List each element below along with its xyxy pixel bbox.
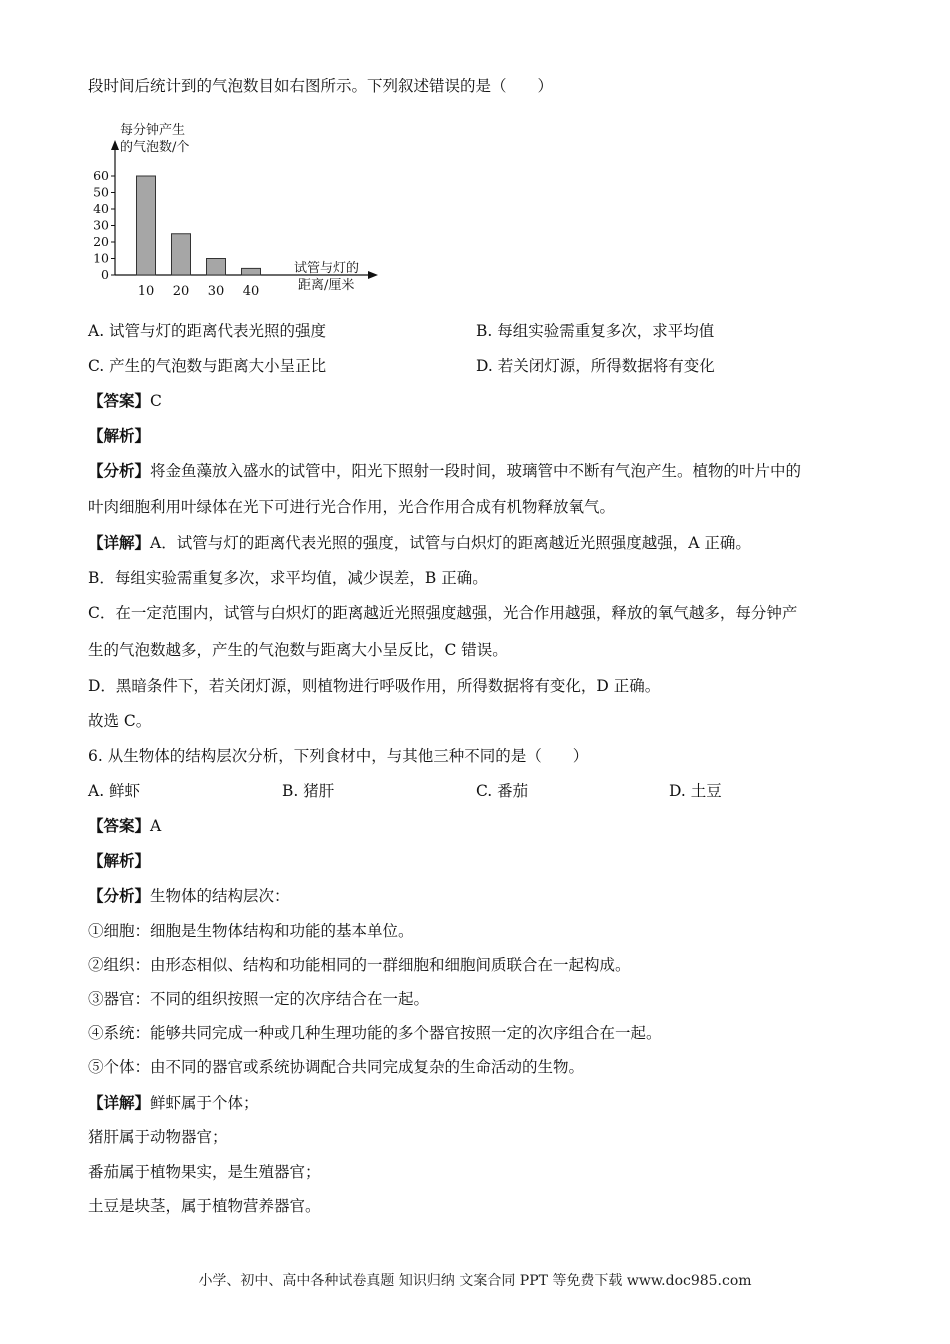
bar-10 bbox=[137, 176, 156, 275]
q5-fenxi-line1 bbox=[88, 461, 801, 481]
q6-option-a: A. 鲜虾 bbox=[88, 782, 141, 800]
q5-detail-b: B．每组实验需重复多次，求平均值，减少误差，B 正确。 bbox=[88, 569, 488, 587]
answer-value: C bbox=[150, 392, 162, 410]
y-tick-label: 20 bbox=[93, 234, 109, 249]
xiangjie-tag: 【详解】 bbox=[88, 533, 151, 552]
x-tick-label: 30 bbox=[207, 284, 225, 299]
q5-answer bbox=[88, 391, 162, 411]
q5-option-c: C. 产生的气泡数与距离大小呈正比 bbox=[88, 357, 327, 375]
x-tick-label: 10 bbox=[137, 284, 155, 299]
y-axis-label-line2: 的气泡数/个 bbox=[120, 140, 190, 155]
q6-option-d: D. 土豆 bbox=[669, 782, 722, 800]
q6-detail-3: 番茄属于植物果实，是生殖器官； bbox=[88, 1163, 321, 1181]
xiangjie-tag: 【详解】 bbox=[88, 1093, 151, 1112]
x-tick-label: 20 bbox=[172, 284, 190, 299]
y-tick-label: 10 bbox=[93, 250, 109, 266]
q6-detail-2: 猪肝属于动物器官； bbox=[88, 1128, 228, 1146]
y-axis-label-line1: 每分钟产生 bbox=[120, 123, 186, 138]
detail-1-text: 鲜虾属于个体； bbox=[150, 1094, 259, 1112]
q5-analysis-tag: 【解析】 bbox=[88, 426, 151, 445]
q5-option-b: B. 每组实验需重复多次，求平均值 bbox=[476, 322, 715, 340]
q6-analysis-tag: 【解析】 bbox=[88, 851, 151, 870]
bubble-count-bar-chart bbox=[88, 110, 388, 300]
y-axis-arrow bbox=[111, 140, 119, 150]
fenxi-tag: 【分析】 bbox=[88, 886, 151, 905]
page-footer: 小学、初中、高中各种试卷真题 知识归纳 文案合同 PPT 等免费下载 www.doc985.com bbox=[198, 1273, 752, 1289]
x-axis-label-line2: 距离/厘米 bbox=[298, 278, 355, 293]
q6-detail-4: 土豆是块茎，属于植物营养器官。 bbox=[88, 1197, 321, 1215]
fenxi-text: 生物体的结构层次： bbox=[150, 887, 290, 905]
level-organ: ③器官：不同的组织按照一定的次序结合在一起。 bbox=[88, 990, 430, 1008]
q5-conclusion: 故选 C。 bbox=[88, 712, 152, 730]
answer-value: A bbox=[150, 817, 162, 835]
q6-fenxi bbox=[88, 886, 290, 906]
q5-option-d: D. 若关闭灯源，所得数据将有变化 bbox=[476, 357, 715, 375]
q6-answer bbox=[88, 816, 161, 836]
q5-detail-c2: 生的气泡数越多，产生的气泡数与距离大小呈反比，C 错误。 bbox=[88, 641, 508, 659]
y-tick-label: 40 bbox=[93, 201, 109, 216]
q5-detail-c1: C．在一定范围内，试管与白炽灯的距离越近光照强度越强，光合作用越强，释放的氧气越多，每分钟产 bbox=[88, 604, 798, 622]
bar-20 bbox=[172, 234, 191, 275]
y-tick-label: 60 bbox=[93, 168, 109, 183]
answer-tag: 【答案】 bbox=[88, 391, 151, 410]
level-system: ④系统：能够共同完成一种或几种生理功能的多个器官按照一定的次序组合在一起。 bbox=[88, 1024, 662, 1042]
y-tick-label: 0 bbox=[101, 267, 109, 282]
question-5-stem: 段时间后统计到的气泡数目如右图所示。下列叙述错误的是（ ） bbox=[88, 77, 554, 95]
x-axis-arrow bbox=[368, 271, 378, 279]
fenxi-text: 将金鱼藻放入盛水的试管中，阳光下照射一段时间，玻璃管中不断有气泡产生。植物的叶片中的 bbox=[150, 462, 802, 480]
q5-option-a: A. 试管与灯的距离代表光照的强度 bbox=[88, 322, 327, 340]
y-tick-label: 30 bbox=[93, 217, 109, 233]
detail-a-text: A．试管与灯的距离代表光照的强度，试管与白炽灯的距离越近光照强度越强，A 正确。 bbox=[150, 534, 751, 552]
level-cell: ①细胞：细胞是生物体结构和功能的基本单位。 bbox=[88, 922, 414, 940]
x-axis-label-line1: 试管与灯的 bbox=[294, 261, 360, 276]
fenxi-tag: 【分析】 bbox=[88, 461, 151, 480]
q6-option-b: B. 猪肝 bbox=[282, 782, 335, 800]
q5-detail-a bbox=[88, 533, 751, 553]
level-tissue: ②组织：由形态相似、结构和功能相同的一群细胞和细胞间质联合在一起构成。 bbox=[88, 956, 631, 974]
bar-30 bbox=[207, 259, 226, 276]
bar-40 bbox=[242, 268, 261, 275]
q6-detail-1 bbox=[88, 1093, 259, 1113]
level-individual: ⑤个体：由不同的器官或系统协调配合共同完成复杂的生命活动的生物。 bbox=[88, 1058, 585, 1076]
q5-detail-d: D．黑暗条件下，若关闭灯源，则植物进行呼吸作用，所得数据将有变化，D 正确。 bbox=[88, 677, 661, 695]
x-tick-label: 40 bbox=[242, 284, 260, 299]
question-6-stem: 6. 从生物体的结构层次分析，下列食材中，与其他三种不同的是（ ） bbox=[88, 747, 589, 765]
q5-fenxi-line2: 叶肉细胞利用叶绿体在光下可进行光合作用，光合作用合成有机物释放氧气。 bbox=[88, 498, 616, 516]
y-tick-label: 50 bbox=[93, 184, 109, 200]
answer-tag: 【答案】 bbox=[88, 816, 151, 835]
q6-option-c: C. 番茄 bbox=[476, 782, 529, 800]
